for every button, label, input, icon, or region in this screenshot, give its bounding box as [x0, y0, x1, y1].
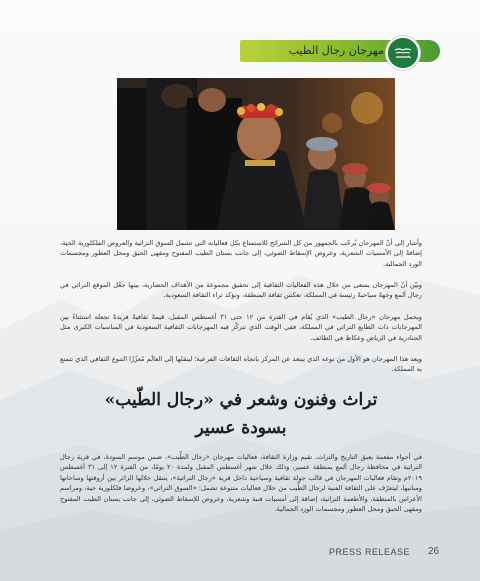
saudi-flag-emblem-icon — [386, 36, 420, 70]
body-paragraph-3: ويحمل مهرجان «رجال الطيب» الذي يُقام في الفترة من ١٢ حتى ٣١ أغسطس المقبل، قيمةً ثقافيةً فريدةً تجعله استثناءً بين المهرجانات ذات الطابع التراثي في المملكة، ففي الوقت الذي تتركّز فيه المهرجانات الثقافية السعودية في المناسبات الكبرى مثل الجنادرية في الرياض وعكاظ في الطائف. — [60, 313, 422, 342]
body-paragraph-2: وبيّن أنّ المهرجان يسعى من خلال هذه الفعاليات الثقافية إلى تحقيق مجموعة من الأهداف الحضارية، بينها جعْل الموقع التراثي في رجال ألمع وجهةً سياحيةً رئيسة في المملكة، تعكس ثقافة المنطقة، وتؤكد ثراء الثقافة السعودية. — [60, 281, 422, 300]
body-paragraph-5: في أجواء مفعمة بعبق التاريخ والتراث، تقيم وزارة الثقافة، فعاليات مهرجان «رجال الطِّيب»، ضمن موسم السودة، في قرية رجال التراثية في محافظة رجال ألمع بمنطقة عسير، وذلك خلال شهر أغسطس المقبل ولمدة ٢٠ يومًا، من الفترة ١٢ إلى ٣١ أغسطس ٢٠١٩م وتقام فعاليات المهرجان في قالب جولة ثقافية وسياحية داخل قرية «رجال التراثية»، يتنقل خلالها الزائر بين أروقتها وساحاتها ومبانيها، ليتعرّف على الثقافة الفنية لرجال الطِّيب من خلال فعاليات متنوعة تشمل: «السوق التراثي»، وعروضا فلكلورية حية، ومراسم الأعراس بالمنطقة، والأطعمة التراثية، إضافة إلى أمسيات فنية وشعرية، وعروض للإسقاط الضوئي، إلى جانب بستان الطيب المفتوح ومقهى الحبق ومحل العطور ومجسمات الورد الجمالية. — [60, 453, 422, 514]
section-heading-line-1: تراث وفنون وشعر في «رجال الطّيب» — [104, 390, 378, 410]
festival-photo — [117, 78, 395, 230]
body-paragraph-1: وأشار إلى أنّ المهرجان يُرحّب بالجمهور من كل الشرائح للاستمتاع بكل فعالياته التي تشمل السوق التراثية والعروض الفلكلورية الحية، إضافةً إلى الأمسيات الشعرية، وعروض الإسقاط الضوئي، إلى جانب بستان الطيب المفتوح ومقهى الحبق ومحل العطور ومجسمات الورد الجمالية. — [60, 239, 422, 268]
page-number: 26 — [428, 546, 440, 557]
body-paragraph-4: ويعد هذا المهرجان هو الأول من نوعه الذي يبتعد عن المركز باتجاه الثقافات الفرعية؛ لينقلها إلى العالَم مُعزّزًا التنوع الثقافي الذي تتمتع به المملكة. — [60, 355, 422, 374]
header-title: مهرجان رجال الطيب — [288, 44, 384, 57]
photo-men-traditional-flower-crowns-icon — [117, 78, 395, 230]
footer-label: PRESS RELEASE — [329, 547, 411, 557]
section-heading-line-2: بسودة عسير — [195, 418, 287, 438]
